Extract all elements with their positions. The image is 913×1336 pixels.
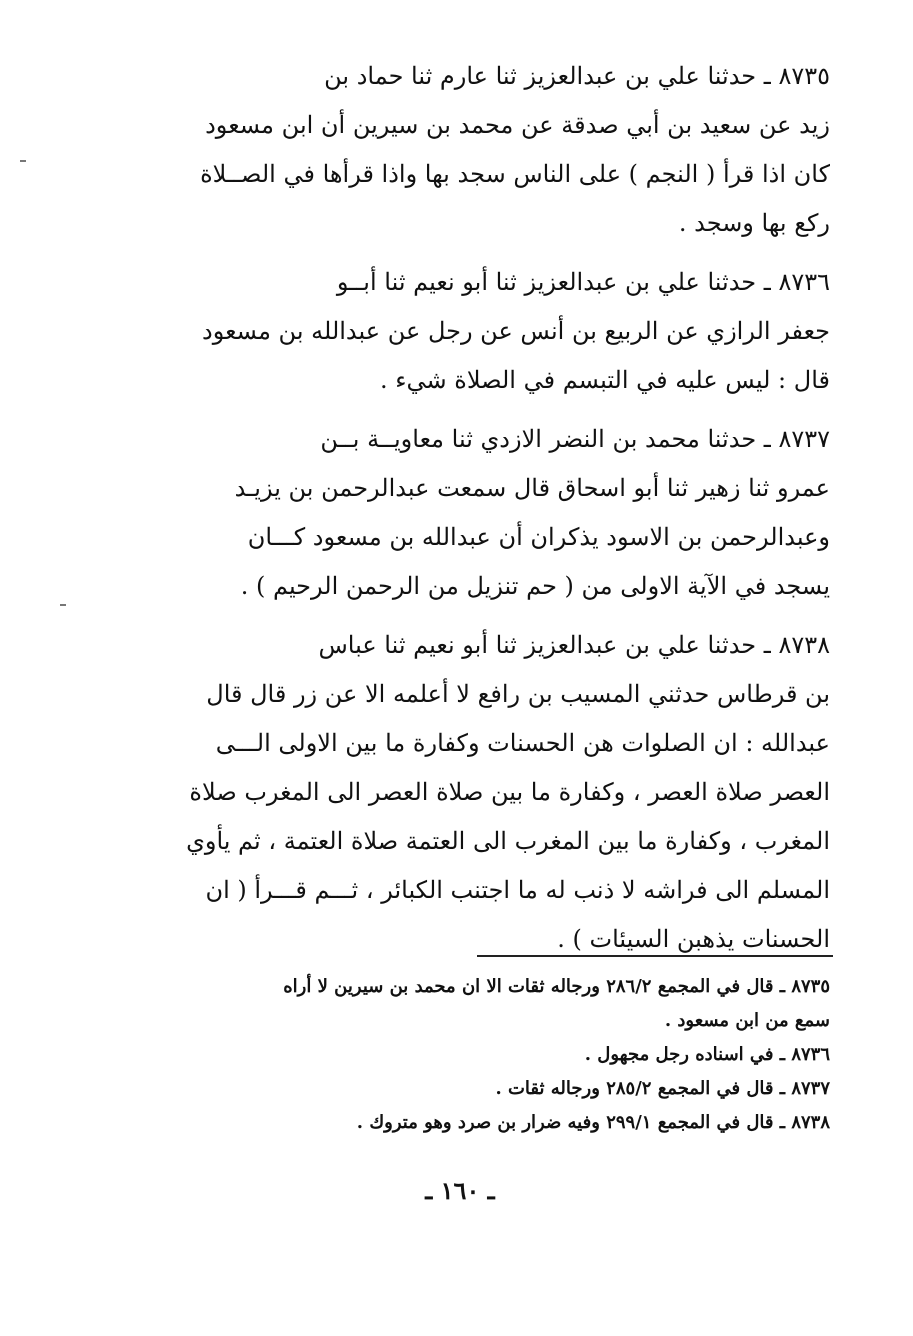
page-number: ـ ١٦٠ ـ — [425, 1176, 495, 1205]
text-line: جعفر الرازي عن الربيع بن أنس عن رجل عن عبدالله بن مسعود — [202, 317, 830, 345]
text-line: المسلم الى فراشه لا ذنب له ما اجتنب الكبائر ، ثـــم قـــرأ ( ان — [205, 876, 830, 904]
text-line: الحسنات يذهبن السيئات ) . — [557, 925, 830, 953]
text-line: ركع بها وسجد . — [678, 209, 830, 237]
text-line: كان اذا قرأ ( النجم ) على الناس سجد بها واذا قرأها في الصــلاة — [200, 160, 830, 188]
footnote-separator — [477, 955, 833, 957]
footnote-8737: ٨٧٣٧ ـ قال في المجمع ٢٨٥/٢ ورجاله ثقات . — [495, 1078, 830, 1099]
scan-speck — [60, 604, 66, 606]
text-line: زيد عن سعيد بن أبي صدقة عن محمد بن سيرين أن ابن مسعود — [205, 111, 830, 139]
text-line: العصر صلاة العصر ، وكفارة ما بين صلاة العصر الى المغرب صلاة — [189, 778, 830, 806]
hadith-8735 — [110, 52, 830, 248]
text-line: ٨٧٣٥ ـ حدثنا علي بن عبدالعزيز ثنا عارم ثنا حماد بن — [324, 62, 830, 90]
footnotes — [120, 970, 830, 1140]
hadith-8736 — [110, 258, 830, 405]
text-line: ٨٧٣٦ ـ حدثنا علي بن عبدالعزيز ثنا أبو نعيم ثنا أبــو — [336, 268, 830, 296]
text-line: قال : ليس عليه في التبسم في الصلاة شيء . — [379, 366, 830, 394]
hadith-8738 — [110, 621, 830, 964]
footnote-8738: ٨٧٣٨ ـ قال في المجمع ٢٩٩/١ وفيه ضرار بن صرد وهو متروك . — [356, 1112, 830, 1133]
text-line: عمرو ثنا زهير ثنا أبو اسحاق قال سمعت عبدالرحمن بن يزيـد — [234, 474, 830, 502]
footnote-8735: ٨٧٣٥ ـ قال في المجمع ٢٨٦/٢ ورجاله ثقات الا ان محمد بن سيرين لا أراه — [283, 976, 830, 997]
text-line: المغرب ، وكفارة ما بين المغرب الى العتمة صلاة العتمة ، ثم يأوي — [186, 827, 830, 855]
text-line: بن قرطاس حدثني المسيب بن رافع لا أعلمه الا عن زر قال قال — [206, 680, 830, 708]
text-line: ٨٧٣٧ ـ حدثنا محمد بن النضر الازدي ثنا معاويــة بــن — [320, 425, 830, 453]
main-text — [110, 52, 830, 974]
text-line: ٨٧٣٨ ـ حدثنا علي بن عبدالعزيز ثنا أبو نعيم ثنا عباس — [318, 631, 830, 659]
footnote-8736: ٨٧٣٦ ـ في اسناده رجل مجهول . — [584, 1044, 830, 1065]
footnote-8735-continued: سمع من ابن مسعود . — [664, 1010, 830, 1031]
text-line: عبدالله : ان الصلوات هن الحسنات وكفارة ما بين الاولى الـــى — [215, 729, 830, 757]
text-line: يسجد في الآية الاولى من ( حم تنزيل من الرحمن الرحيم ) . — [240, 572, 830, 600]
text-line: وعبدالرحمن بن الاسود يذكران أن عبدالله بن مسعود كـــان — [247, 523, 830, 551]
hadith-8737 — [110, 415, 830, 611]
scan-speck — [20, 160, 26, 162]
